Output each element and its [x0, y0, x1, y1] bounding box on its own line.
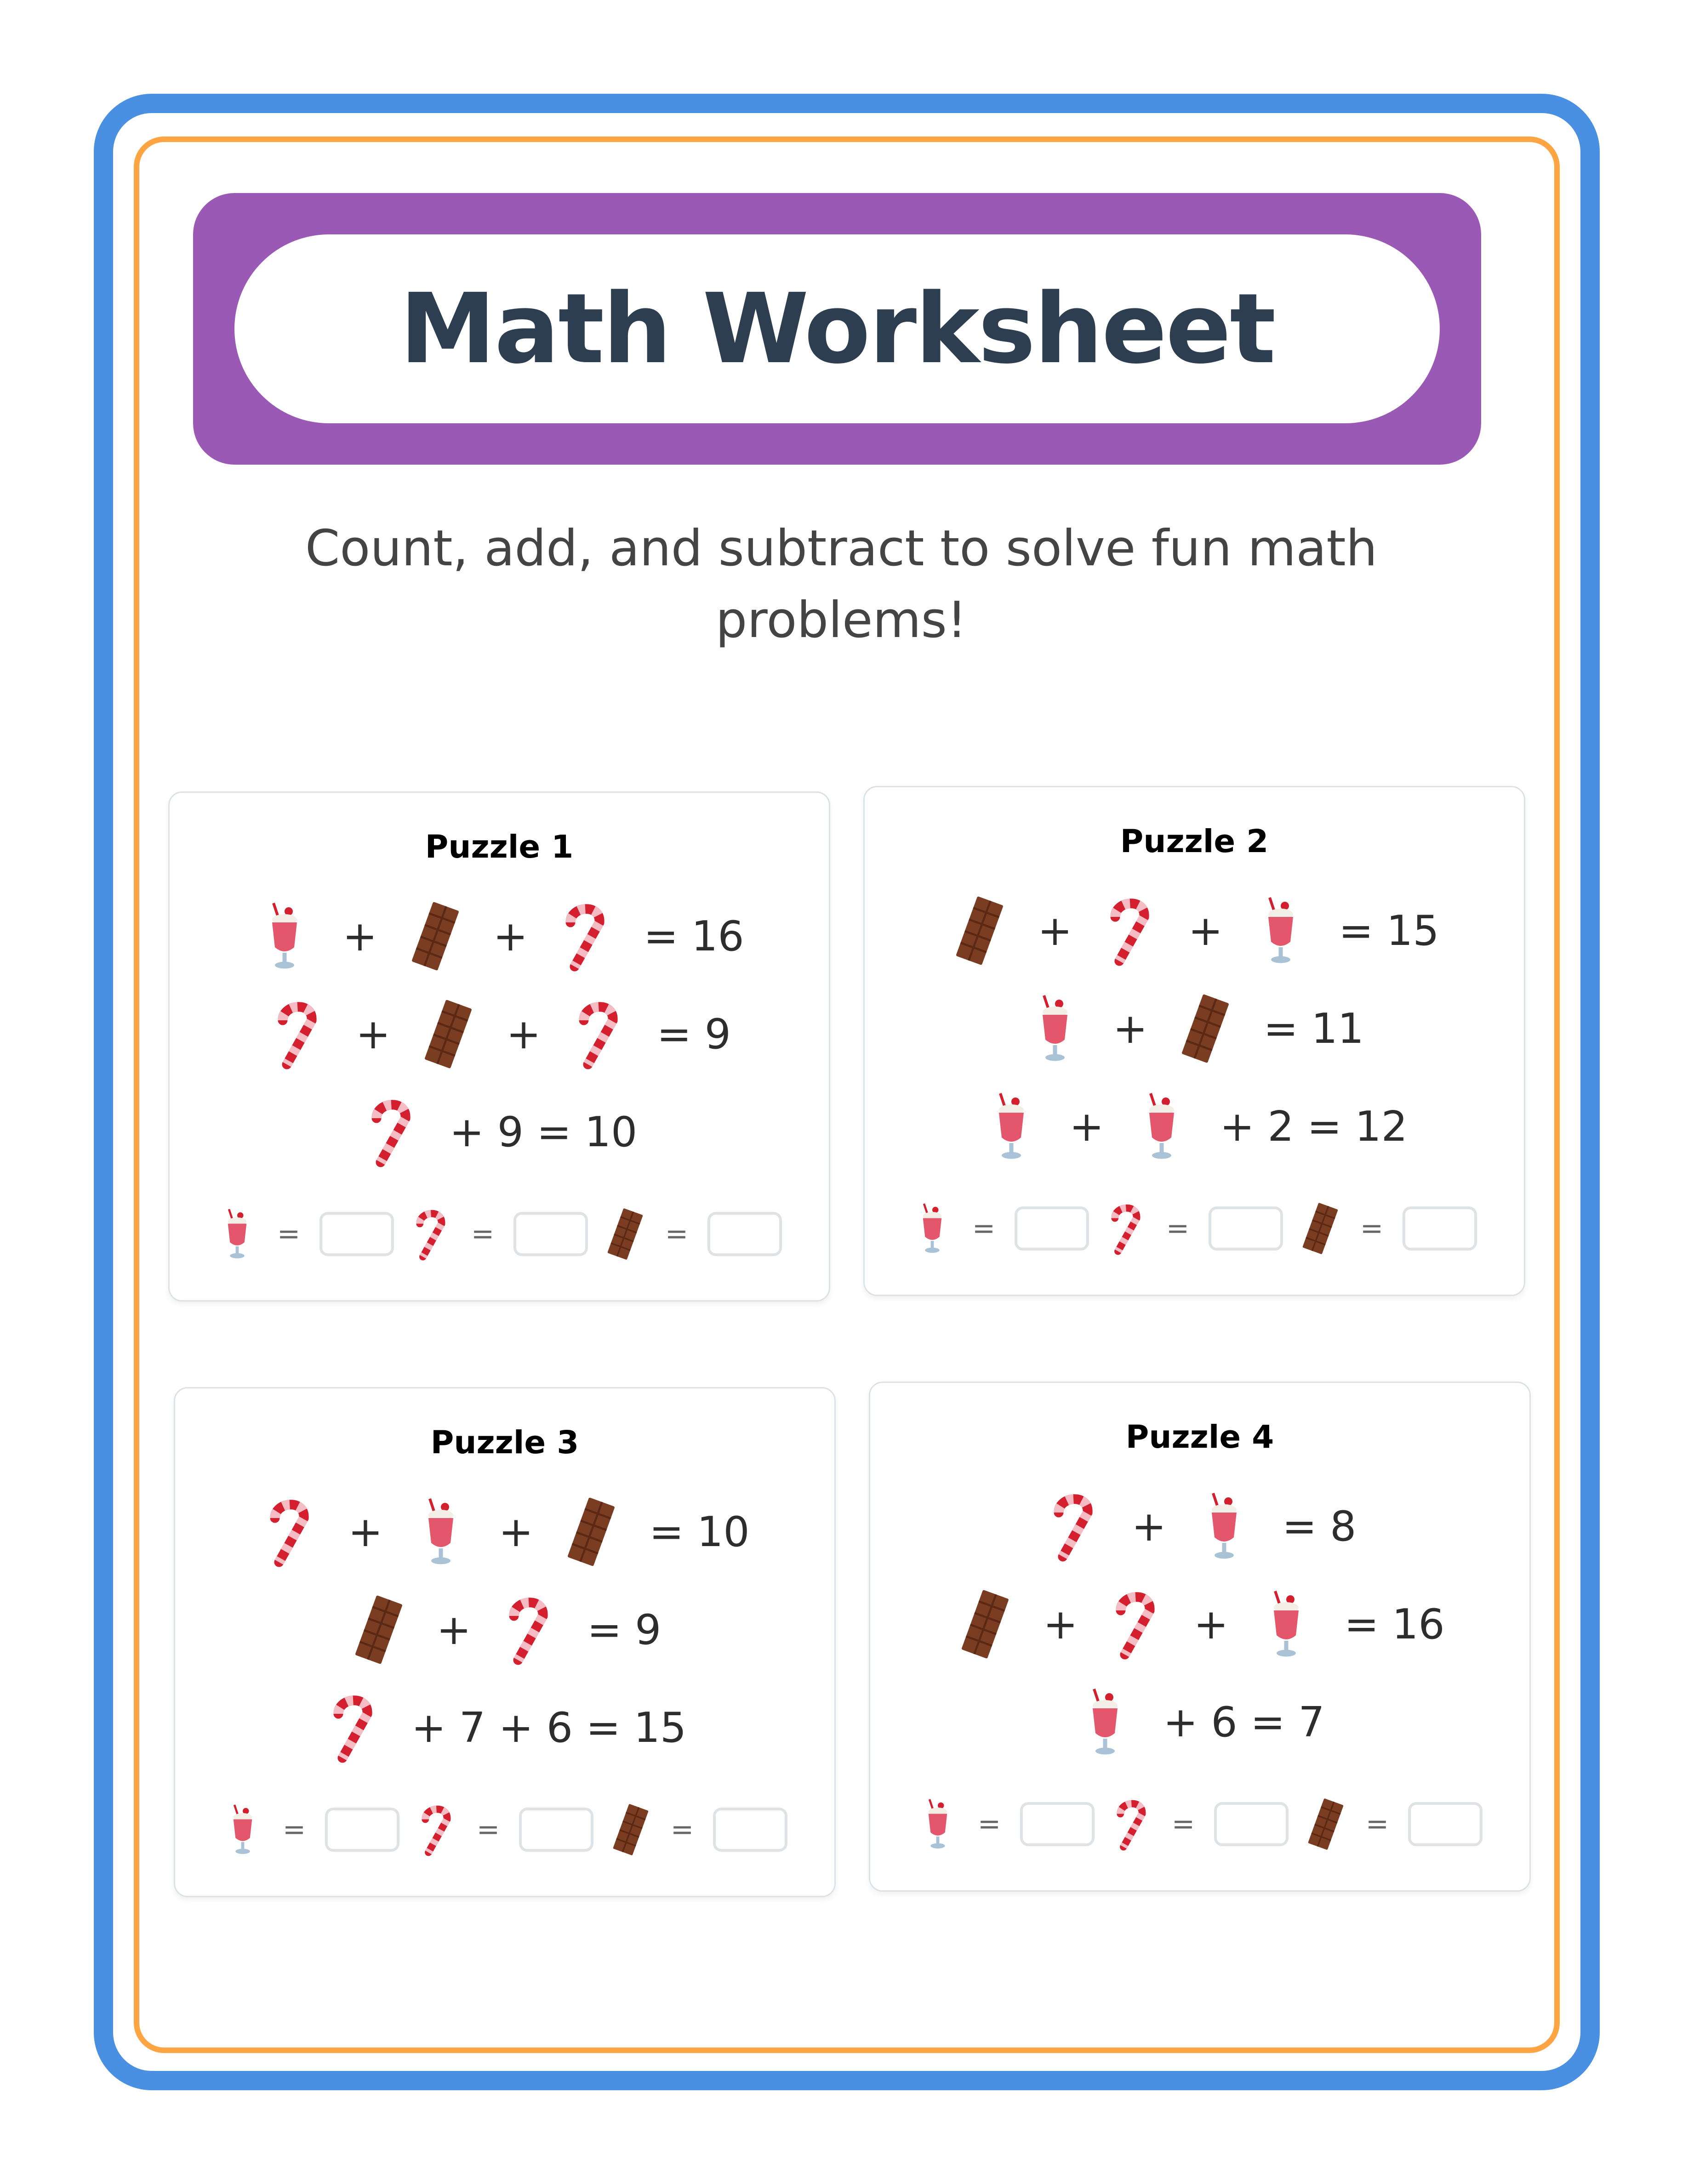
equation-text: = 9 [656, 1010, 731, 1058]
equation-text: + 2 = 12 [1220, 1102, 1408, 1151]
answer-item-candy [1111, 1797, 1289, 1852]
equals-sign: = [1360, 1212, 1384, 1245]
equation-text: = 8 [1282, 1502, 1357, 1551]
answer-input-milkshake[interactable] [1020, 1802, 1095, 1846]
answer-item-chocolate [1305, 1797, 1483, 1852]
equation-text: = 16 [1344, 1600, 1445, 1649]
chocolate-bar-icon [561, 1496, 622, 1568]
equation-text: + [1113, 1004, 1148, 1053]
milkshake-icon [917, 1797, 958, 1852]
equals-sign: = [476, 1814, 500, 1846]
answer-item-candy [416, 1802, 593, 1857]
equals-sign: = [665, 1218, 689, 1250]
answer-row [865, 1201, 1524, 1256]
equation-text: + 9 = 10 [449, 1108, 638, 1156]
candy-cane-icon [555, 900, 616, 972]
answer-row [170, 1206, 829, 1262]
equation-row [170, 898, 829, 975]
milkshake-icon [411, 1496, 471, 1568]
equation-text: + [1069, 1102, 1104, 1151]
answer-item-milkshake [912, 1201, 1089, 1256]
answer-input-milkshake[interactable] [325, 1808, 399, 1852]
chocolate-bar-icon [1305, 1797, 1346, 1852]
answer-item-chocolate [604, 1206, 782, 1262]
chocolate-bar-icon [348, 1594, 409, 1666]
puzzle-card-2 [863, 786, 1525, 1296]
equation-row [175, 1493, 834, 1570]
equals-sign: = [1171, 1808, 1195, 1840]
equals-sign: = [972, 1212, 996, 1245]
answer-item-chocolate [610, 1802, 787, 1857]
equation-row [170, 1093, 829, 1171]
answer-input-chocolate[interactable] [1403, 1206, 1477, 1251]
chocolate-bar-icon [955, 1588, 1015, 1660]
puzzle-title: Puzzle 4 [1125, 1419, 1274, 1456]
milkshake-icon [1025, 993, 1085, 1064]
answer-item-chocolate [1300, 1201, 1477, 1256]
milkshake-icon [217, 1206, 258, 1262]
answer-row [870, 1797, 1529, 1852]
equation-text: = 9 [587, 1605, 662, 1654]
title-pill [234, 234, 1440, 423]
answer-item-milkshake [917, 1797, 1095, 1852]
candy-cane-icon [499, 1594, 559, 1666]
milkshake-icon [1075, 1686, 1135, 1758]
puzzle-title: Puzzle 1 [425, 829, 574, 865]
equals-sign: = [670, 1814, 694, 1846]
equals-sign: = [1166, 1212, 1190, 1245]
candy-cane-icon [361, 1096, 422, 1168]
answer-input-chocolate[interactable] [713, 1808, 787, 1852]
milkshake-icon [254, 900, 315, 972]
equation-text: + [1043, 1600, 1078, 1649]
answer-input-candy[interactable] [519, 1808, 593, 1852]
milkshake-icon [1131, 1091, 1192, 1162]
candy-cane-icon [1100, 895, 1161, 967]
equals-sign: = [1365, 1808, 1389, 1840]
equals-sign: = [977, 1808, 1001, 1840]
candy-cane-icon [1106, 1201, 1147, 1256]
chocolate-bar-icon [1300, 1201, 1341, 1256]
candy-cane-icon [260, 1496, 320, 1568]
equation-text: + [506, 1010, 541, 1058]
equals-sign: = [282, 1814, 306, 1846]
answer-input-milkshake[interactable] [1015, 1206, 1089, 1251]
equation-row [865, 892, 1524, 969]
chocolate-bar-icon [949, 895, 1010, 967]
answer-input-milkshake[interactable] [319, 1212, 394, 1256]
answer-input-chocolate[interactable] [707, 1212, 782, 1256]
equation-text: + [498, 1507, 534, 1556]
page-title: Math Worksheet [399, 273, 1275, 385]
candy-cane-icon [411, 1206, 452, 1262]
answer-item-candy [1106, 1201, 1283, 1256]
candy-cane-icon [268, 998, 328, 1070]
equation-text: + 6 = 7 [1163, 1698, 1325, 1746]
milkshake-icon [1194, 1490, 1255, 1562]
equation-text: + [1188, 906, 1223, 955]
milkshake-icon [912, 1201, 953, 1256]
equation-text: + [342, 912, 377, 961]
equation-row [865, 1088, 1524, 1165]
equals-sign: = [471, 1218, 495, 1250]
chocolate-bar-icon [604, 1206, 646, 1262]
candy-cane-icon [1044, 1490, 1104, 1562]
candy-cane-icon [1111, 1797, 1152, 1852]
candy-cane-icon [1106, 1588, 1166, 1660]
chocolate-bar-icon [405, 900, 466, 972]
page-subtitle: Count, add, and subtract to solve fun math problems! [305, 520, 1378, 649]
chocolate-bar-icon [1175, 993, 1236, 1064]
equation-text: = 10 [649, 1507, 750, 1556]
equation-text: + 7 + 6 = 15 [411, 1703, 687, 1752]
equation-text: + [493, 912, 528, 961]
header-banner [193, 193, 1481, 465]
answer-row [175, 1802, 834, 1857]
answer-item-milkshake [217, 1206, 394, 1262]
equation-text: + [436, 1605, 472, 1654]
puzzle-card-1 [168, 791, 830, 1302]
candy-cane-icon [416, 1802, 457, 1857]
equation-text: = 11 [1263, 1004, 1364, 1053]
answer-item-milkshake [222, 1802, 399, 1857]
puzzle-card-4 [869, 1382, 1531, 1892]
answer-input-candy[interactable] [1209, 1206, 1283, 1251]
equation-text: = 15 [1339, 906, 1439, 955]
puzzle-title: Puzzle 3 [430, 1424, 579, 1461]
equation-row [870, 1488, 1529, 1565]
equation-row [175, 1689, 834, 1766]
puzzle-title: Puzzle 2 [1120, 823, 1269, 860]
answer-input-chocolate[interactable] [1408, 1802, 1483, 1846]
equation-row [865, 990, 1524, 1067]
answer-input-candy[interactable] [513, 1212, 588, 1256]
equation-text: + [1038, 906, 1072, 955]
chocolate-bar-icon [610, 1802, 651, 1857]
milkshake-icon [1250, 895, 1311, 967]
puzzle-card-3 [174, 1387, 836, 1897]
candy-cane-icon [323, 1692, 384, 1763]
equation-row [870, 1684, 1529, 1761]
equation-row [870, 1586, 1529, 1663]
answer-item-candy [411, 1206, 588, 1262]
milkshake-icon [1256, 1588, 1317, 1660]
milkshake-icon [981, 1091, 1042, 1162]
answer-input-candy[interactable] [1214, 1802, 1289, 1846]
equation-row [175, 1591, 834, 1668]
milkshake-icon [222, 1802, 263, 1857]
equation-text: + [355, 1010, 391, 1058]
equation-text: + [1131, 1502, 1167, 1551]
equals-sign: = [277, 1218, 301, 1250]
candy-cane-icon [569, 998, 629, 1070]
equation-text: + [1193, 1600, 1229, 1649]
equation-text: = 16 [644, 912, 744, 961]
equation-text: + [348, 1507, 383, 1556]
equation-row [170, 995, 829, 1073]
chocolate-bar-icon [418, 998, 479, 1070]
